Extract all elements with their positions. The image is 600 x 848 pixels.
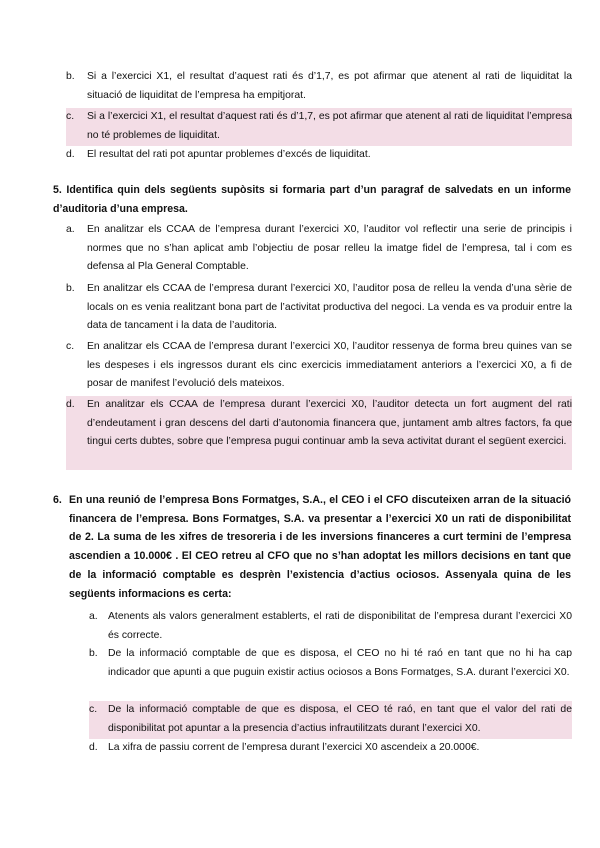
option-label: d. [66,149,75,160]
option-label: c. [66,111,75,122]
q6-option-b [89,645,572,701]
option-text: La xifra de passiu corrent de l’empresa durant l’exercici X0 ascendeix a 20.000€. [108,742,480,753]
option-label: d. [66,399,75,410]
option-text: En analitzar els CCAA de l’empresa durant l’exercici X0, l’auditor ressenya de forma breu quines van se les despeses i els ingressos durant els cinc exercicis immediatament anteriors a l’exercici X0, a fi de posar de manifest l’evolució dels mateixos. [87,341,572,390]
option-label: b. [89,648,98,659]
option-label: b. [66,71,75,82]
q6-option-d [89,739,572,758]
option-text: En analitzar els CCAA de l’empresa durant l’exercici X0, l’auditor posa de relleu la venda d’una sèrie de locals on es venia realitzant bona part de l’activitat productiva del negoci. La venda es va produir entre la data de tancament i la data de l’auditoria. [87,283,572,332]
q5-option-b [66,280,572,336]
question-6-number: 6. [53,494,62,506]
option-text: De la informació comptable de que es disposa, el CEO no hi té raó en tant que no hi ha cap indicador que apunti a que puguin existir actius ociosos a Bons Formatges, S.A. durant l’exercici X0. [108,648,572,678]
option-text: En analitzar els CCAA de l’empresa durant l’exercici X0, l’auditor detecta un fort augment del rati d’endeutament i gran descens del darti d’autonomia financera que, juntament amb altres factors, fa que tingui certs dubtes, sobre que l’empresa pugui continuar amb la seva activitat durant el següent exercici. [87,399,572,448]
q5-option-d-highlighted [66,396,572,470]
q5-option-a [66,221,572,277]
question-6 [53,491,571,611]
option-label: c. [66,341,75,352]
option-text: El resultat del rati pot apuntar problemes d’excés de liquiditat. [87,149,371,160]
option-label: b. [66,283,75,294]
q6-option-c-highlighted [89,701,572,739]
option-label: a. [66,224,75,235]
q5-option-c [66,338,572,394]
question-5-text: 5. Identifica quin dels següents supòsits si formaria part d’un paragraf de salvedats en un informe d’auditoria d’una empresa. [53,184,571,215]
q6-option-a [89,608,572,646]
q4-option-b [66,68,572,106]
option-label: c. [89,704,98,715]
question-6-text: En una reunió de l’empresa Bons Formatges, S.A., el CEO i el CFO discuteixen arran de la situació financera de l’empresa. Bons Formatges, S.A. va presentar a l’exercici X0 un rati de disponibilitat de 2. La suma de les xifres de tresoreria i de les inversions financeres a curt termini de l’empresa ascendien a 10.000€ . El CEO retreu al CFO que no s’han adoptat les millors decisions en tant que de la informació comptable es desprèn l’existencia d’actius ociosos. Assenyala quina de les següents informacions es certa: [69,494,571,600]
option-text: De la informació comptable de que es disposa, el CEO té raó, en tant que el valor del rati de disponibilitat pot apuntar a la presencia d’actius infrautilitzats durant l’exercici X0. [108,704,572,734]
option-label: d. [89,742,98,753]
q4-option-c-highlighted [66,108,572,146]
option-text: Atenents als valors generalment establerts, el rati de disponibilitat de l’empresa durant l’exercici X0 és correcte. [108,611,572,641]
option-text: Si a l’exercici X1, el resultat d’aquest rati és d’1,7, es pot afirmar que atenent al rati de liquiditat l’empresa no té problemes de liquiditat. [87,111,572,141]
option-text: Si a l’exercici X1, el resultat d’aquest rati és d’1,7, es pot afirmar que atenent al rati de liquiditat la situació de liquiditat de l’empresa ha empitjorat. [87,71,572,101]
option-label: a. [89,611,98,622]
option-text: En analitzar els CCAA de l’empresa durant l’exercici X0, l’auditor vol reflectir una serie de principis i normes que no s’han aplicat amb l’objectiu de posar relleu la imatge fidel de l’empresa, tal i com es defensa al Pla General Comptable. [87,224,572,273]
q4-option-d [66,146,572,165]
